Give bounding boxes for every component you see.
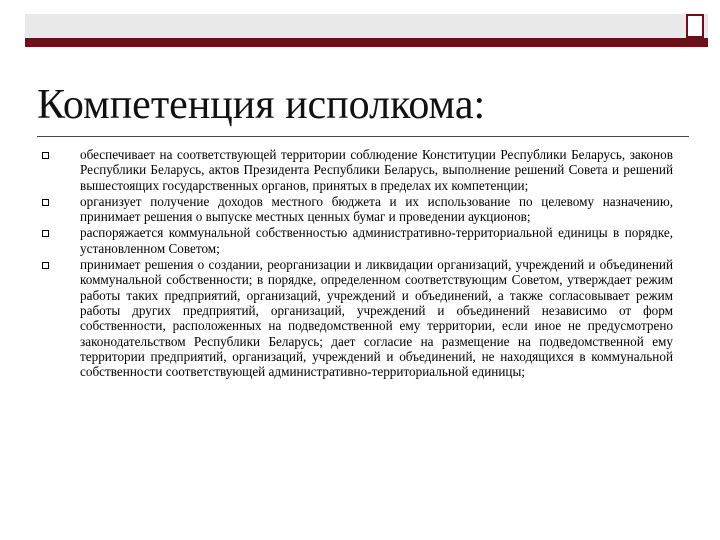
hollow-square-bullet-icon: [42, 262, 49, 269]
header-band: [25, 14, 708, 38]
bullet-text: обеспечивает на соответствующей территории соблюдение Конституции Республики Беларусь, законов Республики Беларусь, актов Президента Республики Беларусь, выполнение решений Совета и решений вышестоящих государственных органов, принятых в пределах их компетенции;: [80, 147, 673, 193]
hollow-square-bullet-icon: [42, 152, 49, 159]
bullet-text: принимает решения о создании, реорганизации и ликвидации организаций, учреждений и объединений коммунальной собственности; в порядке, определенном соответствующим Советом, утверждает режим работы таких предприятий, организаций, учреждений и объединений, а также согласовывает режим работы других предприятий, организаций, учреждений и объединений независимо от форм собственности, расположенных на подведомственной ему территории, если иное не предусмотрено законодательством Республики Беларусь; дает согласие на размещение на подведомственной ему территории предприятий, организаций, учреждений и объединений, не находящихся в коммунальной собственности соответствующей административно-территориальной единицы;: [80, 257, 673, 380]
hollow-square-bullet-icon: [42, 230, 49, 237]
bullet-item: [40, 194, 673, 225]
slide-title: Компетенция исполкома:: [37, 82, 486, 128]
bullet-text: распоряжается коммунальной собственностью административно-территориальной единицы в порядке, установленном Советом;: [80, 225, 673, 256]
bullet-item: [40, 147, 673, 193]
bullet-list: [40, 147, 673, 379]
bullet-item: [40, 225, 673, 256]
bullet-item: [40, 257, 673, 379]
header-accent-bar: [25, 38, 708, 47]
bullet-text: организует получение доходов местного бюджета и их использование по целевому назначению, принимает решения о выпуске местных ценных бумаг и проведении аукционов;: [80, 193, 673, 225]
title-divider: [37, 136, 689, 137]
corner-square-decoration: [686, 14, 704, 38]
hollow-square-bullet-icon: [42, 199, 49, 206]
